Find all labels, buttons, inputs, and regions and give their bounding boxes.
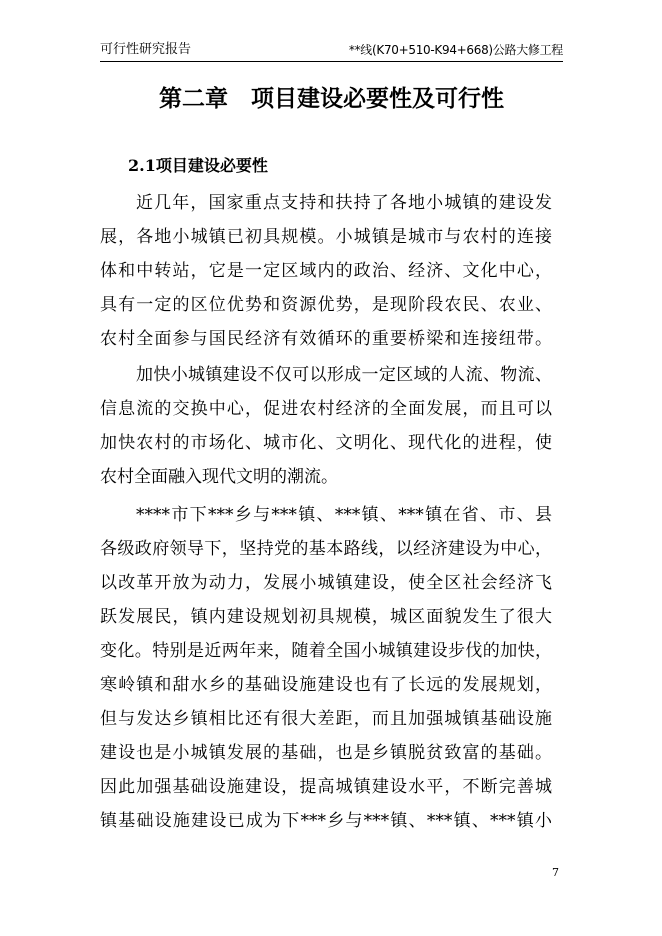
paragraph-line: 农村全面参与国民经济有效循环的重要桥梁和连接纽带。: [100, 329, 552, 349]
header-divider: [100, 61, 563, 62]
paragraph-line: 农村全面融入现代文明的潮流。: [100, 467, 338, 487]
paragraph-2: [100, 358, 568, 494]
paragraph-1: [100, 186, 568, 356]
paragraph-line: 以改革开放为动力，发展小城镇建设，使全区社会经济飞: [100, 573, 552, 593]
paragraph-line: 近几年，国家重点支持和扶持了各地小城镇的建设发: [136, 193, 552, 213]
paragraph-line: 加快农村的市场化、城市化、文明化、现代化的进程，使: [100, 433, 552, 453]
paragraph-line: 各级政府领导下，坚持党的基本路线，以经济建设为中心，: [100, 539, 552, 559]
paragraph-line: 跃发展民，镇内建设规划初具规模，城区面貌发生了很大: [100, 607, 552, 627]
paragraph-line: 镇基础设施建设已成为下***乡与***镇、***镇、***镇小: [100, 811, 552, 831]
paragraph-line: 展，各地小城镇已初具规模。小城镇是城市与农村的连接: [100, 227, 552, 247]
paragraph-line: 信息流的交换中心，促进农村经济的全面发展，而且可以: [100, 399, 552, 419]
paragraph-line: 但与发达乡镇相比还有很大差距，而且加强城镇基础设施: [100, 709, 552, 729]
section-title: 2.1项目建设必要性: [128, 156, 268, 175]
header-right-project: **线(K70+510-K94+668)公路大修工程: [348, 43, 563, 57]
header-left-title: 可行性研究报告: [100, 42, 192, 57]
paragraph-line: 具有一定的区位优势和资源优势，是现阶段农民、农业、: [100, 295, 552, 315]
paragraph-3: [100, 498, 568, 838]
page-number: 7: [552, 866, 559, 879]
paragraph-line: 变化。特别是近两年来，随着全国小城镇建设步伐的加快，: [100, 641, 552, 661]
chapter-title: 第二章 项目建设必要性及可行性: [159, 85, 504, 112]
paragraph-line: 寒岭镇和甜水乡的基础设施建设也有了长远的发展规划，: [100, 675, 552, 695]
paragraph-line: ****市下***乡与***镇、***镇、***镇在省、市、县: [136, 505, 552, 525]
paragraph-line: 因此加强基础设施建设，提高城镇建设水平，不断完善城: [100, 777, 552, 797]
paragraph-line: 建设也是小城镇发展的基础，也是乡镇脱贫致富的基础。: [100, 743, 552, 763]
paragraph-line: 加快小城镇建设不仅可以形成一定区域的人流、物流、: [136, 365, 552, 385]
paragraph-line: 体和中转站，它是一定区域内的政治、经济、文化中心，: [100, 261, 552, 281]
